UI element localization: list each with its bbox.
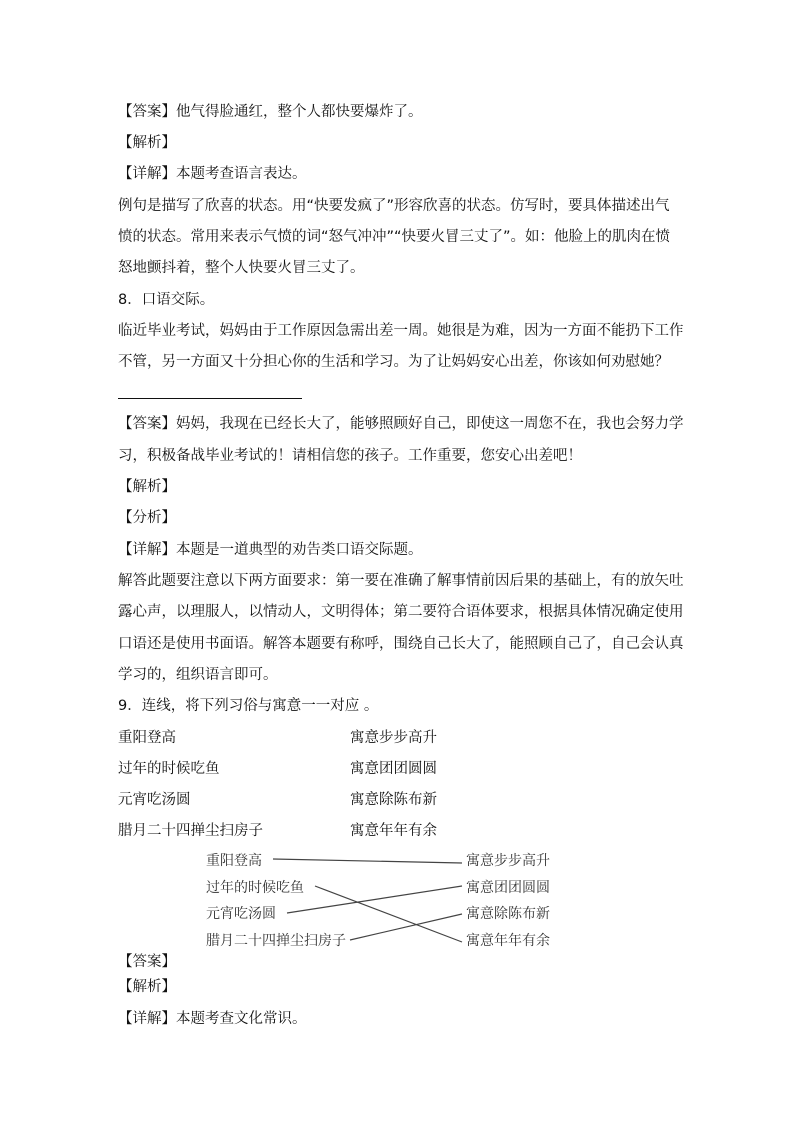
answer-blank-line — [118, 398, 302, 399]
q8-fenxi-label: 【分析】 — [118, 510, 176, 526]
q7-analysis-label: 【解析】 — [118, 135, 176, 151]
q8-answer-line: 习，积极备战毕业考试的！请相信您的孩子。工作重要，您安心出差吧！ — [118, 448, 582, 464]
diagram-custom: 腊月二十四掸尘扫房子 — [206, 933, 346, 949]
q7-explain-line: 怒地颤抖着，整个人快要火冒三丈了。 — [118, 260, 365, 276]
meaning-item: 寓意除陈布新 — [350, 792, 437, 808]
q8-analysis-label: 【解析】 — [118, 479, 176, 495]
q8-explain-line: 露心声，以理服人，以情动人，文明得体；第二要符合语体要求，根据具体情况确定使用 — [118, 604, 684, 620]
meaning-item: 寓意年年有余 — [350, 823, 437, 839]
q9-analysis-label: 【解析】 — [118, 979, 176, 995]
q9-answer-label: 【答案】 — [118, 954, 176, 970]
custom-item: 重阳登高 — [118, 730, 176, 746]
q7-answer: 【答案】他气得脸通红，整个人都快要爆炸了。 — [118, 104, 423, 120]
meaning-item: 寓意步步高升 — [350, 730, 437, 746]
q7-explain-line: 例句是描写了欣喜的状态。用“快要发疯了”形容欣喜的状态。仿写时，要具体描述出气 — [118, 198, 670, 214]
diagram-custom: 过年的时候吃鱼 — [206, 880, 304, 896]
q8-explain-line: 口语还是使用书面语。解答本题要有称呼，围绕自己长大了，能照顾自己了，自己会认真 — [118, 636, 684, 652]
diagram-custom: 重阳登高 — [206, 853, 262, 869]
q7-explain-line: 愤的状态。常用来表示气愤的词“怒气冲冲”“快要火冒三丈了”。如：他脸上的肌肉在愤 — [118, 229, 671, 245]
matching-diagram — [200, 848, 570, 954]
q8-detail: 【详解】本题是一道典型的劝告类口语交际题。 — [118, 542, 423, 558]
q8-title: 8．口语交际。 — [118, 292, 215, 308]
diagram-meaning: 寓意团团圆圆 — [466, 880, 550, 896]
diagram-meaning: 寓意年年有余 — [466, 933, 550, 949]
match-line — [273, 859, 462, 863]
q8-answer-line: 【答案】妈妈，我现在已经长大了，能够照顾好自己，即使这一周您不在，我也会努力学 — [118, 416, 684, 432]
q8-prompt-line: 不管，另一方面又十分担心你的生活和学习。为了让妈妈安心出差，你该如何劝慰她？ — [118, 354, 669, 370]
custom-item: 过年的时候吃鱼 — [118, 761, 220, 777]
q8-prompt-line: 临近毕业考试，妈妈由于工作原因急需出差一周。她很是为难，因为一方面不能扔下工作 — [118, 323, 684, 339]
q8-explain-line: 解答此题要注意以下两方面要求：第一要在准确了解事情前因后果的基础上，有的放矢吐 — [118, 573, 684, 589]
q9-title: 9．连线，将下列习俗与寓意一一对应 。 — [118, 698, 379, 714]
meaning-item: 寓意团团圆圆 — [350, 761, 437, 777]
custom-item: 腊月二十四掸尘扫房子 — [118, 823, 263, 839]
q7-detail: 【详解】本题考查语言表达。 — [118, 166, 307, 182]
q8-explain-line: 学习的，组织语言即可。 — [118, 667, 278, 683]
diagram-meaning: 寓意步步高升 — [466, 853, 550, 869]
q9-detail: 【详解】本题考查文化常识。 — [118, 1011, 307, 1027]
custom-item: 元宵吃汤圆 — [118, 792, 191, 808]
diagram-meaning: 寓意除陈布新 — [466, 906, 550, 922]
diagram-custom: 元宵吃汤圆 — [206, 906, 276, 922]
